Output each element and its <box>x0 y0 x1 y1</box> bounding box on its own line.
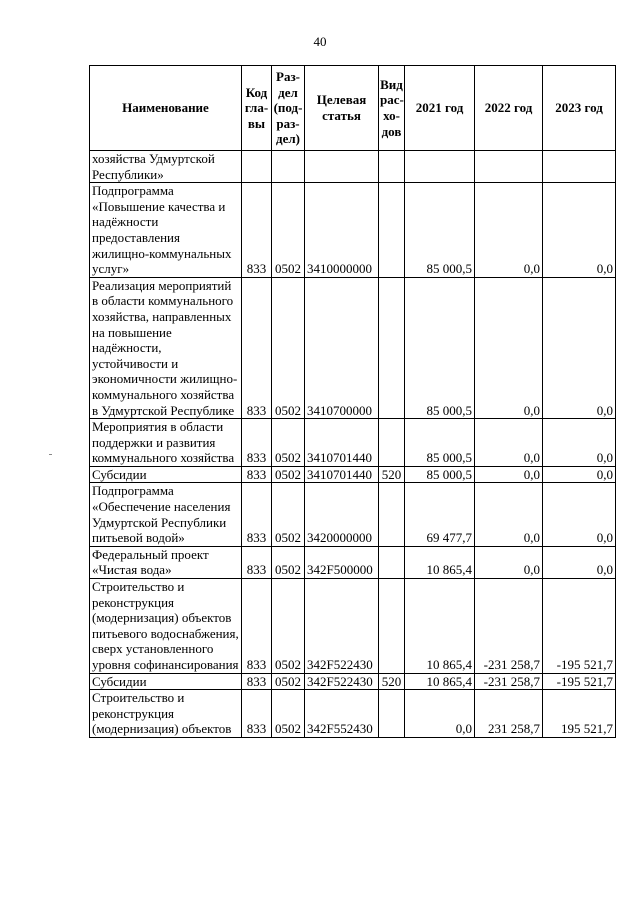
budget-table <box>89 65 616 738</box>
page-number: 40 <box>313 34 327 49</box>
row-2022: 231 258,7 <box>475 690 543 738</box>
row-name: Строительство и реконструкция (модернизация) объектов питьевого водоснабжения, сверх установленного уровня софинансирования <box>90 579 242 674</box>
row-2021: 85 000,5 <box>405 183 475 278</box>
row-name: Мероприятия в области поддержки и развития коммунального хозяйства <box>90 419 242 467</box>
row-2022: 0,0 <box>475 419 543 467</box>
row-2023: 0,0 <box>543 277 616 418</box>
row-section: 0502 <box>272 579 305 674</box>
table-row <box>90 277 616 418</box>
table-row <box>90 466 616 483</box>
row-expense <box>379 419 405 467</box>
table-row <box>90 579 616 674</box>
row-target: 3410000000 <box>305 183 379 278</box>
row-2022: 0,0 <box>475 483 543 546</box>
row-2022: 0,0 <box>475 183 543 278</box>
row-2021: 10 865,4 <box>405 579 475 674</box>
row-2021: 10 865,4 <box>405 546 475 578</box>
table-row <box>90 673 616 690</box>
row-2021: 0,0 <box>405 690 475 738</box>
row-target: 3410701440 <box>305 419 379 467</box>
table-row <box>90 690 616 738</box>
row-expense: 520 <box>379 673 405 690</box>
row-section: 0502 <box>272 183 305 278</box>
table-row <box>90 546 616 578</box>
table-row <box>90 483 616 546</box>
table-row <box>90 419 616 467</box>
row-expense <box>379 690 405 738</box>
row-section: 0502 <box>272 419 305 467</box>
row-target: 342F522430 <box>305 579 379 674</box>
row-2022: -231 258,7 <box>475 579 543 674</box>
row-2022: -231 258,7 <box>475 673 543 690</box>
row-name: Строительство и реконструкция (модернизация) объектов <box>90 690 242 738</box>
table-row <box>90 183 616 278</box>
row-target: 3410700000 <box>305 277 379 418</box>
header-2021: 2021 год <box>405 66 475 151</box>
row-section <box>272 151 305 183</box>
row-chapter: 833 <box>242 546 272 578</box>
row-2021: 10 865,4 <box>405 673 475 690</box>
row-2023: 0,0 <box>543 466 616 483</box>
row-2021 <box>405 151 475 183</box>
row-2023: -195 521,7 <box>543 673 616 690</box>
row-2023: 0,0 <box>543 546 616 578</box>
header-2022: 2022 год <box>475 66 543 151</box>
row-2021: 85 000,5 <box>405 419 475 467</box>
row-target <box>305 151 379 183</box>
table-header-row <box>90 66 616 151</box>
row-chapter: 833 <box>242 419 272 467</box>
row-target: 3410701440 <box>305 466 379 483</box>
row-chapter: 833 <box>242 183 272 278</box>
row-2022: 0,0 <box>475 546 543 578</box>
row-expense <box>379 277 405 418</box>
row-chapter: 833 <box>242 579 272 674</box>
row-2023: -195 521,7 <box>543 579 616 674</box>
row-chapter: 833 <box>242 673 272 690</box>
row-name: Подпрограмма «Обеспечение населения Удмуртской Республики питьевой водой» <box>90 483 242 546</box>
row-target: 342F500000 <box>305 546 379 578</box>
header-2023: 2023 год <box>543 66 616 151</box>
row-expense <box>379 546 405 578</box>
table-row <box>90 151 616 183</box>
row-name: Реализация мероприятий в области коммунального хозяйства, направленных на повышение надёжности, устойчивости и экономичности жилищно-коммунального хозяйства в Удмуртской Республике <box>90 277 242 418</box>
row-name: Субсидии <box>90 673 242 690</box>
row-2023: 0,0 <box>543 419 616 467</box>
row-expense <box>379 483 405 546</box>
row-2021: 69 477,7 <box>405 483 475 546</box>
row-target: 3420000000 <box>305 483 379 546</box>
row-2023 <box>543 151 616 183</box>
row-chapter: 833 <box>242 466 272 483</box>
row-2022: 0,0 <box>475 466 543 483</box>
row-expense <box>379 579 405 674</box>
header-section: Раз- дел (под- раз- дел) <box>272 66 305 151</box>
header-expense: Вид рас- хо- дов <box>379 66 405 151</box>
row-section: 0502 <box>272 690 305 738</box>
row-2023: 0,0 <box>543 183 616 278</box>
row-2023: 195 521,7 <box>543 690 616 738</box>
row-2023: 0,0 <box>543 483 616 546</box>
row-2022 <box>475 151 543 183</box>
row-expense <box>379 151 405 183</box>
row-section: 0502 <box>272 546 305 578</box>
row-chapter: 833 <box>242 690 272 738</box>
row-section: 0502 <box>272 277 305 418</box>
row-chapter: 833 <box>242 277 272 418</box>
row-name: Подпрограмма «Повышение качества и надёжности предоставления жилищно-коммунальных услуг» <box>90 183 242 278</box>
row-2022: 0,0 <box>475 277 543 418</box>
row-chapter <box>242 151 272 183</box>
row-section: 0502 <box>272 466 305 483</box>
header-target: Целевая статья <box>305 66 379 151</box>
row-expense: 520 <box>379 466 405 483</box>
row-section: 0502 <box>272 673 305 690</box>
scan-artifact <box>49 454 52 455</box>
row-target: 342F552430 <box>305 690 379 738</box>
row-name: Субсидии <box>90 466 242 483</box>
row-2021: 85 000,5 <box>405 277 475 418</box>
row-expense <box>379 183 405 278</box>
row-name: Федеральный проект «Чистая вода» <box>90 546 242 578</box>
header-chapter: Код гла- вы <box>242 66 272 151</box>
row-name: хозяйства Удмуртской Республики» <box>90 151 242 183</box>
row-section: 0502 <box>272 483 305 546</box>
row-chapter: 833 <box>242 483 272 546</box>
row-target: 342F522430 <box>305 673 379 690</box>
row-2021: 85 000,5 <box>405 466 475 483</box>
header-name: Наименование <box>90 66 242 151</box>
